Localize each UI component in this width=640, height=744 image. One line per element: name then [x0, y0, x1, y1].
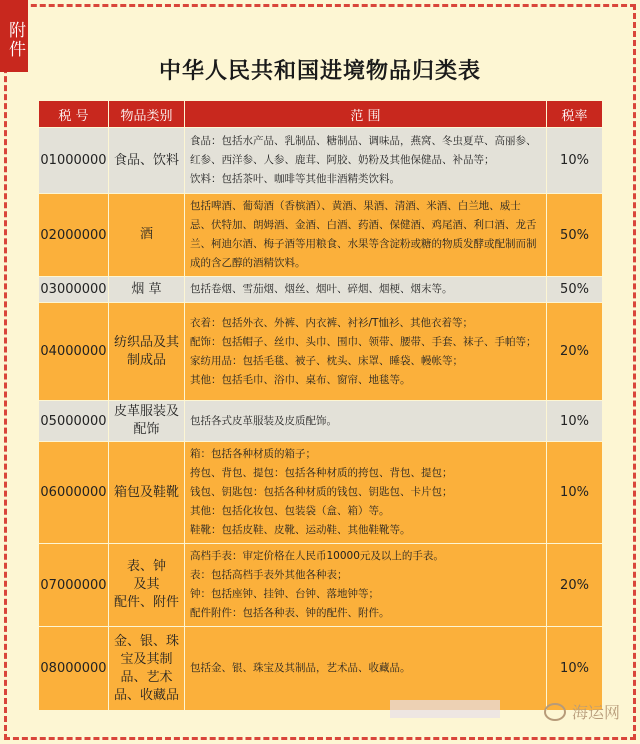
scope-cell: 衣着：包括外衣、外裤、内衣裤、衬衫/T恤衫、其他衣着等； 配饰：包括帽子、丝巾、头巾、围巾、领带、腰带、手套、袜子、手帕等； 家纺用品：包括毛毯、被子、枕头、床罩、睡袋、幔帐等； 其他：包括毛巾、浴巾、桌布、窗帘、地毯等。	[185, 303, 547, 401]
category-cell: 箱包及鞋靴	[109, 442, 185, 544]
wechat-icon	[544, 703, 566, 721]
category-cell: 烟 草	[109, 277, 185, 303]
tax-code-cell: 08000000	[39, 627, 109, 711]
tax-code-cell: 02000000	[39, 194, 109, 277]
rate-cell: 10%	[547, 627, 603, 711]
attachment-tag: 附件	[0, 0, 28, 72]
table-row	[39, 544, 603, 627]
scope-cell: 高档手表：审定价格在人民币10000元及以上的手表。 表：包括高档手表外其他各种表； 钟：包括座钟、挂钟、台钟、落地钟等； 配件附件：包括各种表、钟的配件、附件。	[185, 544, 547, 627]
category-cell: 皮革服装及配饰	[109, 401, 185, 442]
scope-cell: 包括金、银、珠宝及其制品，艺术品、收藏品。	[185, 627, 547, 711]
watermark-text: 海运网	[571, 703, 620, 722]
classification-table	[38, 100, 603, 711]
tax-code-cell: 05000000	[39, 401, 109, 442]
header-code: 税 号	[39, 101, 109, 128]
category-cell: 表、钟 及其 配件、附件	[109, 544, 185, 627]
tax-code-cell: 04000000	[39, 303, 109, 401]
scope-cell: 包括啤酒、葡萄酒（香槟酒）、黄酒、果酒、清酒、米酒、白兰地、威士忌、伏特加、朗姆酒、金酒、白酒、药酒、保健酒、鸡尾酒、利口酒、龙舌兰、柯迪尔酒、梅子酒等用粮食、水果等含淀粉或糖的物质发酵或配制而制成的含乙醇的酒精饮料。	[185, 194, 547, 277]
category-cell: 纺织品及其制成品	[109, 303, 185, 401]
rate-cell: 50%	[547, 277, 603, 303]
rate-cell: 10%	[547, 401, 603, 442]
table-row	[39, 277, 603, 303]
table-row	[39, 442, 603, 544]
category-cell: 酒	[109, 194, 185, 277]
table-header	[39, 101, 603, 128]
category-cell: 食品、饮料	[109, 128, 185, 194]
page-title: 中华人民共和国进境物品归类表	[158, 59, 481, 84]
category-cell: 金、银、珠宝及其制品、艺术品、收藏品	[109, 627, 185, 711]
rate-cell: 20%	[547, 303, 603, 401]
header-rate: 税率	[547, 101, 603, 128]
table-row	[39, 401, 603, 442]
table-row	[39, 128, 603, 194]
table-row	[39, 194, 603, 277]
rate-cell: 20%	[547, 544, 603, 627]
scope-cell: 食品：包括水产品、乳制品、糖制品、调味品，燕窝、冬虫夏草、高丽参、红参、西洋参、人参、鹿茸、阿胶、奶粉及其他保健品、补品等； 饮料：包括茶叶、咖啡等其他非酒精类饮料。	[185, 128, 547, 194]
header-scope: 范 围	[185, 101, 547, 128]
watermark	[544, 700, 620, 723]
scope-cell: 包括各式皮革服装及皮质配饰。	[185, 401, 547, 442]
scope-cell: 箱：包括各种材质的箱子； 挎包、背包、提包：包括各种材质的挎包、背包、提包； 钱包、钥匙包：包括各种材质的钱包、钥匙包、卡片包； 其他：包括化妆包、包装袋（盒、箱）等。 鞋靴：包括皮鞋、皮靴、运动鞋、其他鞋靴等。	[185, 442, 547, 544]
tax-code-cell: 06000000	[39, 442, 109, 544]
rate-cell: 50%	[547, 194, 603, 277]
table-row	[39, 303, 603, 401]
rate-cell: 10%	[547, 128, 603, 194]
header-category: 物品类别	[109, 101, 185, 128]
table-row	[39, 627, 603, 711]
tax-code-cell: 03000000	[39, 277, 109, 303]
blurred-bar	[390, 700, 500, 718]
rate-cell: 10%	[547, 442, 603, 544]
scope-cell: 包括卷烟、雪茄烟、烟丝、烟叶、碎烟、烟梗、烟末等。	[185, 277, 547, 303]
tax-code-cell: 07000000	[39, 544, 109, 627]
tax-code-cell: 01000000	[39, 128, 109, 194]
